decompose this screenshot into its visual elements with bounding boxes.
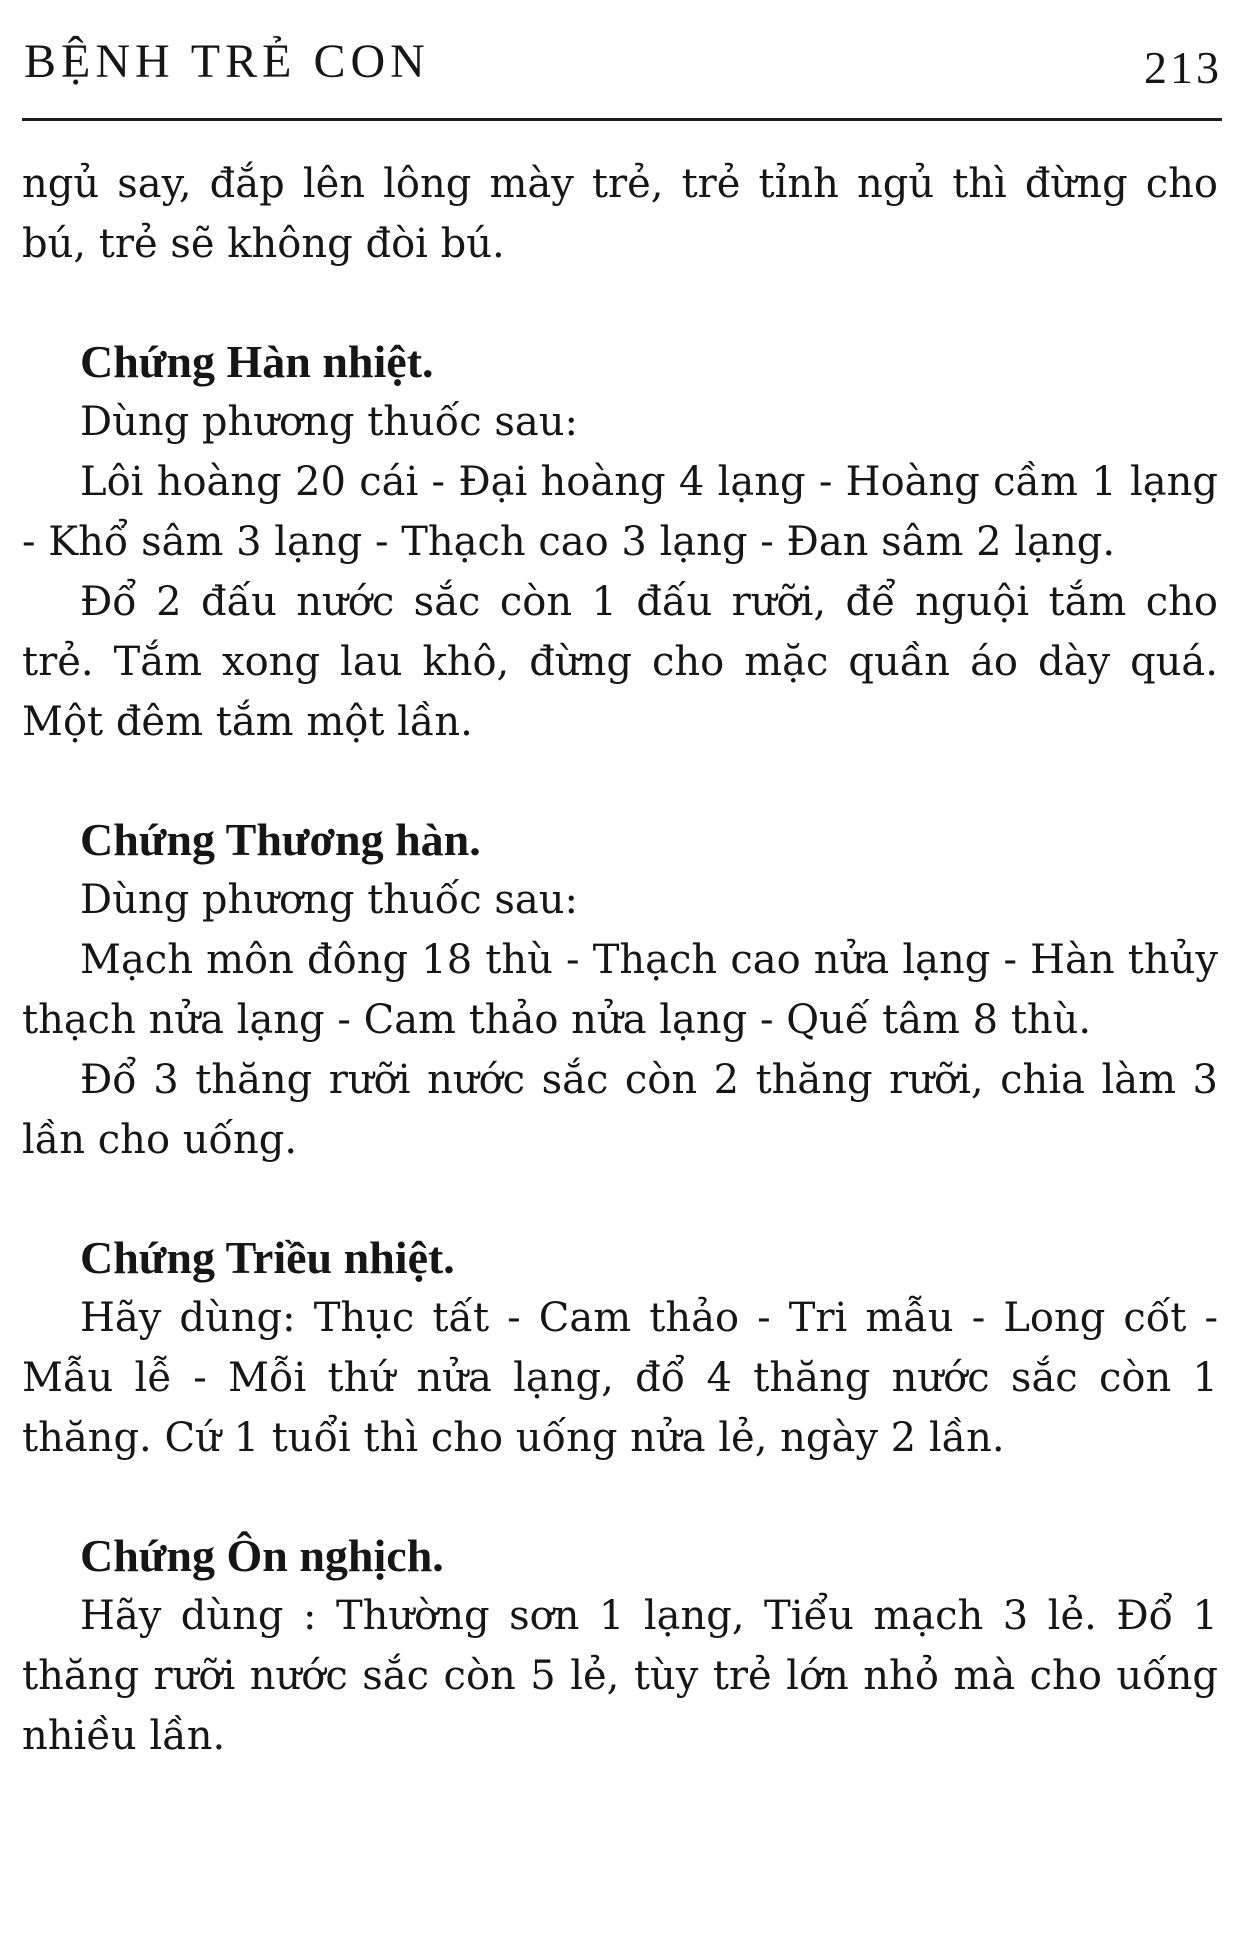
section-heading: Chứng Triều nhiệt. xyxy=(80,1232,455,1283)
paragraph: Đổ 2 đấu nước sắc còn 1 đấu rưỡi, để nguội tắm cho trẻ. Tắm xong lau khô, đừng cho mặc quần áo dày quá. Một đêm tắm một lần. xyxy=(22,579,1218,745)
header-divider xyxy=(22,118,1222,121)
paragraph: Đổ 3 thăng rưỡi nước sắc còn 2 thăng rưỡi, chia làm 3 lần cho uống. xyxy=(22,1057,1218,1163)
chapter-title: BỆNH TRẺ CON xyxy=(24,35,430,88)
paragraph: Hãy dùng: Thục tất - Cam thảo - Tri mẫu - Long cốt - Mẫu lễ - Mỗi thứ nửa lạng, đổ 4 thăng nước sắc còn 1 thăng. Cứ 1 tuổi thì cho uống nửa lẻ, ngày 2 lần. xyxy=(22,1295,1218,1461)
paragraph: Dùng phương thuốc sau: xyxy=(80,399,579,445)
running-header xyxy=(22,34,1222,94)
paragraph: Lôi hoàng 20 cái - Đại hoàng 4 lạng - Hoàng cầm 1 lạng - Khổ sâm 3 lạng - Thạch cao 3 lạng - Đan sâm 2 lạng. xyxy=(22,459,1218,565)
section-heading: Chứng Ôn nghịch. xyxy=(80,1530,444,1581)
page-number: 213 xyxy=(1144,42,1222,93)
paragraph: Dùng phương thuốc sau: xyxy=(80,877,579,923)
section-han-nhiet xyxy=(22,332,1218,752)
continued-paragraph: ngủ say, đắp lên lông mày trẻ, trẻ tỉnh ngủ thì đừng cho bú, trẻ sẽ không đòi bú. xyxy=(22,161,1218,267)
section-heading: Chứng Hàn nhiệt. xyxy=(80,336,434,387)
book-page xyxy=(22,0,1222,1952)
section-heading: Chứng Thương hàn. xyxy=(80,814,481,865)
paragraph: Mạch môn đông 18 thù - Thạch cao nửa lạng - Hàn thủy thạch nửa lạng - Cam thảo nửa lạng - Quế tâm 8 thù. xyxy=(22,937,1218,1043)
section-trieu-nhiet xyxy=(22,1228,1218,1468)
page-body xyxy=(22,154,1218,1766)
section-on-nghich xyxy=(22,1526,1218,1766)
paragraph: Hãy dùng : Thường sơn 1 lạng, Tiểu mạch 3 lẻ. Đổ 1 thăng rưỡi nước sắc còn 5 lẻ, tùy trẻ lớn nhỏ mà cho uống nhiều lần. xyxy=(22,1593,1218,1759)
section-thuong-han xyxy=(22,810,1218,1170)
